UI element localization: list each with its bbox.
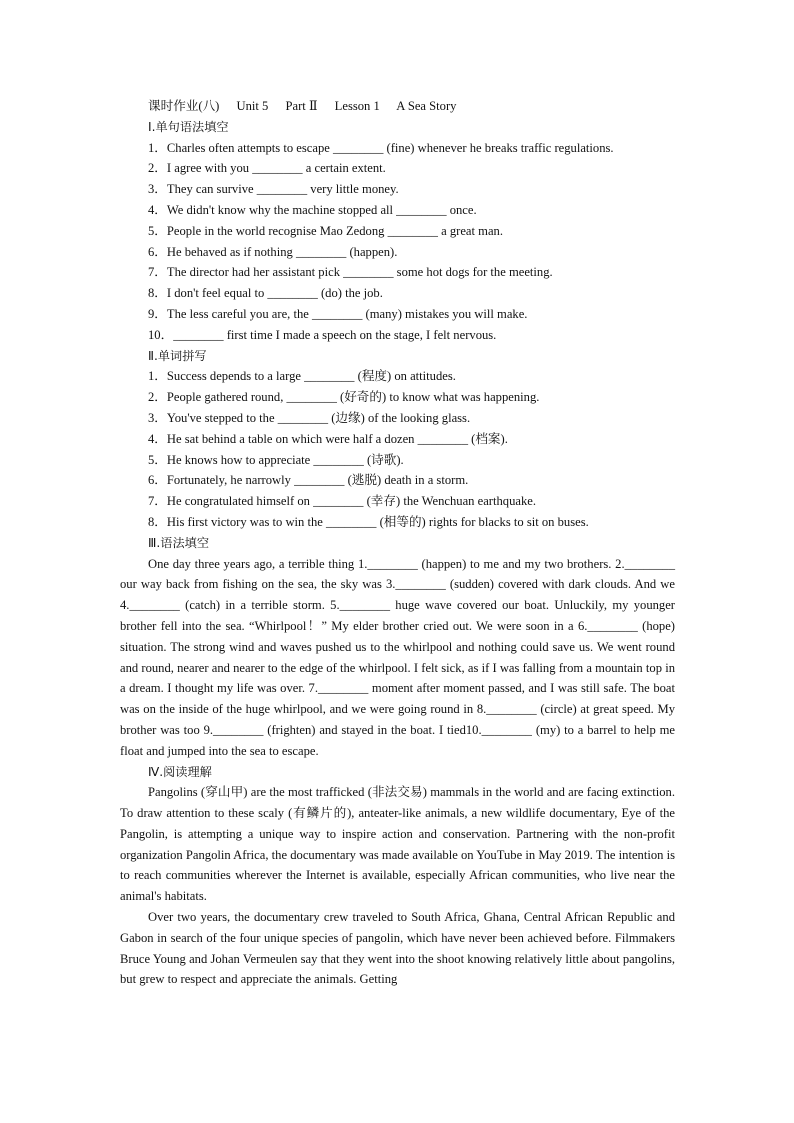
exercise-item: 6．Fortunately, he narrowly ________ (逃脱) death in a storm. — [148, 473, 469, 488]
exercise-item: 9．The less careful you are, the ________ (many) mistakes you will make. — [148, 306, 528, 321]
exercise-item: 1．Charles often attempts to escape ________ (fine) whenever he breaks traffic regulations. — [148, 140, 614, 155]
exercise-item: 8．His first victory was to win the ________ (相等的) rights for blacks to sit on buses. — [148, 514, 589, 529]
exercise-item: 3．You've stepped to the ________ (边缘) of the looking glass. — [148, 410, 471, 425]
section1-items — [120, 138, 675, 346]
grammar-passage: One day three years ago, a terrible thing 1.________ (happen) to me and my two brothers. 2.________ our way back from fishing on the sea, the sky was 3.________ (sudden) covered with dark clouds. And we 4.________ (catch) in a terrible storm. 5.________ huge wave covered our boat. Unluckily, my younger brother fell into the sea. “Whirlpool！” My elder brother cried out. We were soon in a 6.________ (hope) situation. The strong wind and waves pushed us to the whirlpool and nothing could save us. We went round and round, nearer and nearer to the edge of the whirlpool. I felt sick, as if I was falling from a mountain top in a dream. I thought my life was over. 7.________ moment after moment passed, and I was still safe. The boat was on the inside of the huge whirlpool, and we were going round in 8.________ (circle) at great speed. My brother was too 9.________ (frighten) and stayed in the boat. I tied10.________ (my) to a barrel to help me float and jumped into the sea to escape. — [120, 556, 675, 758]
document-page — [120, 96, 675, 990]
exercise-item: 5．People in the world recognise Mao Zedong ________ a great man. — [148, 223, 503, 238]
title-story: A Sea Story — [396, 99, 457, 113]
reading-paragraph: Pangolins (穿山甲) are the most trafficked (非法交易) mammals in the world and are facing extinction. To draw attention to these scaly (有鳞片的), anteater-like animals, a new wildlife documentary, Eye of the Pangolin, is attempting a unique way to inspire action and conservation. Partnering with the non-profit organization Pangolin Africa, the documentary was made available on YouTube in May 2019. The intention is to reach communities wherever the Internet is available, especially African communities, who live near the animal's habitats. — [120, 785, 675, 904]
exercise-item: 2．I agree with you ________ a certain extent. — [148, 161, 386, 176]
section-heading-grammar-passage: Ⅲ.语法填空 — [148, 535, 210, 550]
exercise-item: 4．He sat behind a table on which were half a dozen ________ (档案). — [148, 431, 508, 446]
exercise-item: 4．We didn't know why the machine stopped all ________ once. — [148, 202, 477, 217]
exercise-item: 7．The director had her assistant pick ________ some hot dogs for the meeting. — [148, 265, 553, 280]
reading-paragraph: Over two years, the documentary crew traveled to South Africa, Ghana, Central African Republic and Gabon in search of the four unique species of pangolin, which have never been achieved before. Filmmakers Bruce Young and Johan Vermeulen say that they went into the shoot knowing relatively little about pangolins, but grew to respect and appreciate the animals. Getting — [120, 910, 675, 987]
title-main: 课时作业(八) — [148, 99, 220, 113]
title-part: Part Ⅱ — [285, 99, 318, 113]
section-heading-word-spelling: Ⅱ.单词拼写 — [148, 348, 207, 363]
section-heading-grammar-fill: Ⅰ.单句语法填空 — [148, 119, 229, 134]
exercise-item: 7．He congratulated himself on ________ (幸存) the Wenchuan earthquake. — [148, 494, 536, 509]
exercise-item: 1．Success depends to a large ________ (程度) on attitudes. — [148, 369, 456, 384]
exercise-item: 3．They can survive ________ very little money. — [148, 182, 399, 197]
title-unit: Unit 5 — [236, 99, 269, 113]
exercise-item: 8．I don't feel equal to ________ (do) the job. — [148, 286, 383, 301]
exercise-item: 6．He behaved as if nothing ________ (happen). — [148, 244, 398, 259]
section-heading-reading: Ⅳ.阅读理解 — [148, 764, 212, 779]
title-lesson: Lesson 1 — [334, 99, 380, 113]
page-title — [120, 96, 675, 117]
exercise-item: 10．________ first time I made a speech on the stage, I felt nervous. — [148, 327, 497, 342]
exercise-item: 2．People gathered round, ________ (好奇的) to know what was happening. — [148, 390, 540, 405]
exercise-item: 5．He knows how to appreciate ________ (诗歌). — [148, 452, 404, 467]
section2-items — [120, 366, 675, 532]
